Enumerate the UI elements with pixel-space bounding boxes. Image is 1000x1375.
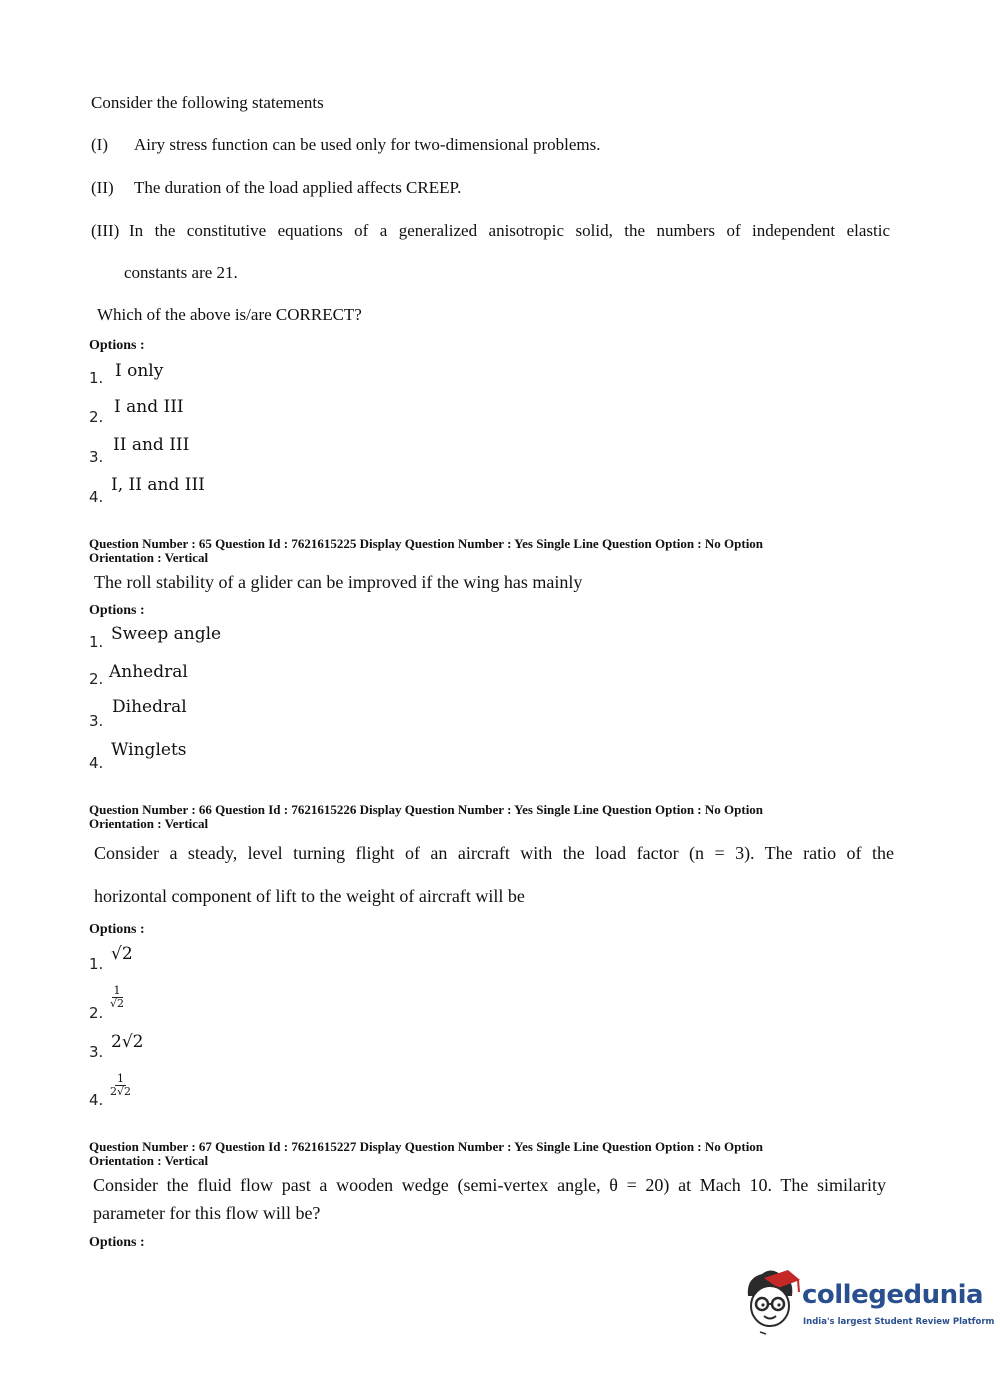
q65-option-4-number: 4. — [89, 754, 104, 772]
q66-option-2-denominator: √2 — [110, 997, 125, 1010]
q64-option-1[interactable]: I only — [115, 361, 164, 381]
q66-option-4-fraction — [110, 1073, 131, 1098]
q66-option-1[interactable]: √2 — [111, 944, 133, 964]
q67-question-line-2: parameter for this flow will be? — [93, 1203, 321, 1223]
q65-option-4[interactable]: Winglets — [111, 740, 187, 760]
q66-meta-line-2: Orientation : Vertical — [89, 816, 209, 831]
q64-option-4[interactable]: I, II and III — [111, 475, 205, 495]
q65-meta-line-1: Question Number : 65 Question Id : 7621615225 Display Question Number : Yes Single Line Question Option : No Option — [89, 536, 764, 551]
q66-option-3-number: 3. — [89, 1043, 104, 1061]
q66-question-line-2: horizontal component of lift to the weight of aircraft will be — [94, 886, 525, 906]
q66-option-1-number: 1. — [89, 955, 104, 973]
q65-option-2-number: 2. — [89, 670, 104, 688]
q64-statement-1: Airy stress function can be used only for two-dimensional problems. — [134, 135, 601, 154]
q66-meta-line-1: Question Number : 66 Question Id : 7621615226 Display Question Number : Yes Single Line Question Option : No Option — [89, 802, 764, 817]
q64-statement-2-marker: (II) — [91, 178, 114, 197]
q65-option-3-number: 3. — [89, 712, 104, 730]
q64-option-2[interactable]: I and III — [114, 397, 184, 417]
q67-meta-line-1: Question Number : 67 Question Id : 7621615227 Display Question Number : Yes Single Line Question Option : No Option — [89, 1139, 764, 1154]
q64-statement-1-marker: (I) — [91, 135, 108, 154]
q64-option-2-number: 2. — [89, 408, 104, 426]
q65-option-1[interactable]: Sweep angle — [111, 624, 222, 644]
q66-option-4-denominator: 2√2 — [110, 1085, 132, 1098]
q66-option-4-numerator: 1 — [117, 1072, 124, 1085]
q64-intro: Consider the following statements — [91, 93, 324, 112]
q64-option-1-number: 1. — [89, 369, 104, 387]
q64-statement-2: The duration of the load applied affects CREEP. — [134, 178, 462, 197]
q64-question: Which of the above is/are CORRECT? — [97, 305, 362, 324]
logo-tagline: India's largest Student Review Platform — [803, 1317, 995, 1327]
q65-option-2[interactable]: Anhedral — [109, 662, 188, 682]
q64-statement-3-continuation: constants are 21. — [124, 263, 238, 282]
q66-option-2-number: 2. — [89, 1004, 104, 1022]
q64-option-4-number: 4. — [89, 488, 104, 506]
q65-meta-line-2: Orientation : Vertical — [89, 550, 209, 565]
q67-question-line-1: Consider the fluid flow past a wooden wedge (semi-vertex angle, θ = 20) at Mach 10. The similarity — [93, 1175, 886, 1195]
q64-statement-3: In the constitutive equations of a generalized anisotropic solid, the numbers of independent elastic — [129, 221, 890, 240]
q66-option-4-number: 4. — [89, 1091, 104, 1109]
logo-brand-name: collegedunia — [802, 1280, 984, 1310]
q66-option-4[interactable] — [110, 1069, 131, 1098]
q66-option-3[interactable]: 2√2 — [111, 1032, 144, 1052]
q64-statement-3-marker: (III) — [91, 221, 120, 240]
collegedunia-logo — [742, 1268, 995, 1338]
q64-option-3[interactable]: II and III — [113, 435, 190, 455]
q67-options-label: Options : — [89, 1235, 145, 1250]
q66-options-label: Options : — [89, 922, 145, 937]
q65-option-1-number: 1. — [89, 633, 104, 651]
q67-meta-line-2: Orientation : Vertical — [89, 1153, 209, 1168]
q64-option-3-number: 3. — [89, 448, 104, 466]
q65-option-3[interactable]: Dihedral — [112, 697, 187, 717]
mascot-icon — [742, 1268, 802, 1338]
q66-question-line-1: Consider a steady, level turning flight of an aircraft with the load factor (n = 3). The ratio of the — [94, 843, 894, 863]
q66-option-2-numerator: 1 — [113, 984, 121, 997]
q64-options-label: Options : — [89, 338, 145, 353]
q66-option-2[interactable] — [110, 981, 124, 1010]
q66-option-2-fraction — [110, 985, 124, 1010]
q65-question: The roll stability of a glider can be improved if the wing has mainly — [94, 572, 583, 592]
q65-options-label: Options : — [89, 603, 145, 618]
